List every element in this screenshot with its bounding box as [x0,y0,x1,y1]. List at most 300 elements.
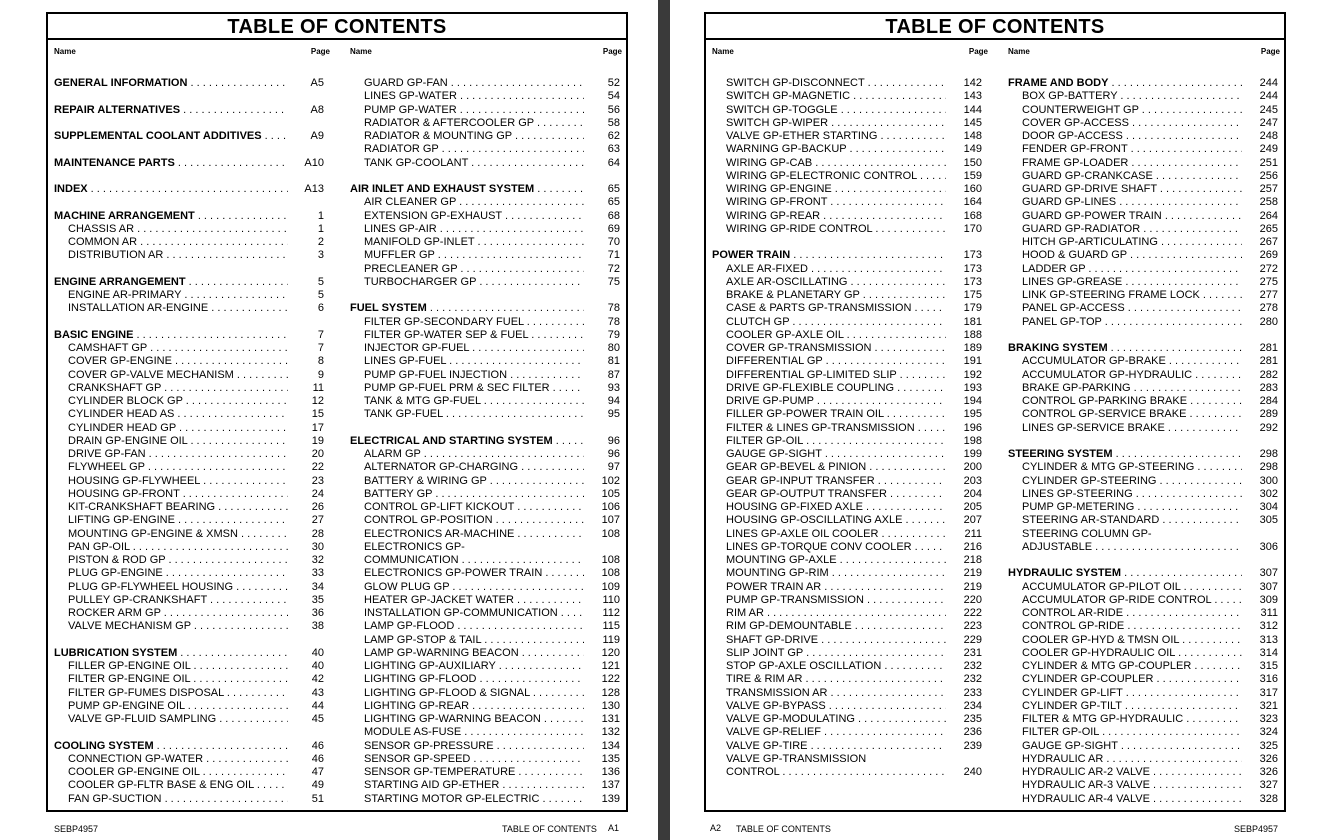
toc-section-heading[interactable] [712,249,982,262]
toc-entry[interactable] [712,263,982,276]
toc-entry[interactable] [350,793,620,806]
toc-entry-page: 232 [963,673,982,686]
toc-entry-name: FILTER & LINES GP-TRANSMISSION . . . [726,422,946,435]
toc-entry[interactable] [350,581,620,594]
toc-entry[interactable] [350,77,620,90]
toc-entry[interactable] [712,408,982,421]
toc-entry[interactable] [350,594,620,607]
toc-entry[interactable] [1008,634,1278,647]
toc-entry[interactable] [54,236,324,249]
toc-entry-page: 150 [963,156,982,169]
toc-entry[interactable] [54,355,324,368]
toc-entry-page: 314 [1259,646,1278,659]
toc-entry[interactable] [712,369,982,382]
toc-entry-page: 42 [311,673,324,686]
toc-entry[interactable] [54,581,324,594]
toc-entry-page: 12 [311,395,324,407]
toc-section-heading[interactable] [54,77,324,90]
toc-entry-name: COOLER GP-HYD & TMSN OIL . . . [1022,634,1242,647]
toc-entry-page: 316 [1259,673,1278,686]
toc-entry[interactable] [350,395,620,408]
toc-entry[interactable] [1008,779,1278,792]
toc-section-heading[interactable] [54,104,324,117]
toc-entry[interactable] [1008,170,1278,183]
toc-entry-name: COOLER GP-FLTR BASE & ENG OIL . . . [68,779,288,792]
toc-entry[interactable] [350,475,620,488]
toc-entry-page: 20 [311,448,324,460]
toc-entry[interactable] [712,687,982,700]
toc-entry[interactable] [350,726,620,739]
toc-entry[interactable] [712,647,982,660]
toc-entry[interactable] [712,382,982,395]
toc-entry[interactable] [54,607,324,620]
toc-entry-name: DRIVE GP-FAN . . . [68,448,288,461]
toc-entry-name: RIM GP-DEMOUNTABLE . . . [726,620,946,633]
name-header: Name [1008,47,1030,56]
toc-entry[interactable] [712,514,982,527]
toc-entry-name: GEAR GP-OUTPUT TRANSFER . . . [726,488,946,501]
toc-entry[interactable] [350,673,620,686]
toc-entry[interactable] [1008,223,1278,236]
toc-entry[interactable] [54,514,324,527]
toc-entry[interactable] [350,528,620,541]
toc-entry[interactable] [350,157,620,170]
toc-entry-page: 193 [963,381,982,394]
toc-entry-name: ACCUMULATOR GP-BRAKE . . . [1022,355,1242,368]
toc-entry[interactable] [350,90,620,103]
toc-entry-name: FILTER GP-SECONDARY FUEL . . . [364,316,584,329]
toc-entry[interactable] [712,316,982,329]
toc-entry[interactable] [1008,581,1278,594]
toc-entry-page: 251 [1259,156,1278,169]
toc-entry-page: 51 [311,792,324,805]
toc-entry-name: GLOW PLUG GP . . . [364,581,584,594]
toc-entry[interactable] [54,302,324,315]
toc-entry[interactable] [54,501,324,514]
toc-entry-name: SENSOR GP-SPEED . . . [364,753,584,766]
toc-entry[interactable] [1008,130,1278,143]
toc-entry-name: CYLINDER GP-COUPLER . . . [1022,673,1242,686]
toc-entry[interactable] [54,369,324,382]
toc-entry-name: CYLINDER HEAD GP . . . [68,422,288,435]
toc-entry[interactable] [712,541,982,554]
toc-section-heading[interactable] [350,183,620,196]
toc-entry[interactable] [54,408,324,421]
toc-entry[interactable] [712,117,982,130]
toc-entry[interactable] [712,276,982,289]
toc-entry[interactable] [712,713,982,726]
toc-entry[interactable] [712,501,982,514]
toc-entry[interactable] [1008,620,1278,633]
toc-entry[interactable] [350,263,620,276]
toc-entry[interactable] [1008,766,1278,779]
toc-entry[interactable] [54,779,324,792]
toc-entry[interactable] [54,342,324,355]
toc-entry[interactable] [1008,369,1278,382]
toc-entry[interactable] [1008,408,1278,421]
toc-entry[interactable] [1008,395,1278,408]
toc-entry[interactable] [712,170,982,183]
toc-entry-name: VALVE GP-ETHER STARTING . . . [726,130,946,143]
toc-entry[interactable] [712,435,982,448]
toc-entry-page: 307 [1259,580,1278,593]
toc-entry[interactable] [54,766,324,779]
toc-entry[interactable] [712,581,982,594]
toc-entry[interactable] [350,501,620,514]
toc-entry[interactable] [350,196,620,209]
toc-entry[interactable] [54,223,324,236]
toc-entry-name: HOOD & GUARD GP . . . [1022,249,1242,262]
toc-section-heading[interactable] [350,302,620,315]
toc-entry[interactable] [1008,475,1278,488]
toc-entry[interactable] [350,753,620,766]
toc-entry-page: 218 [963,554,982,566]
toc-entry[interactable] [1008,700,1278,713]
toc-entry[interactable] [1008,210,1278,223]
toc-entry[interactable] [712,355,982,368]
toc-entry[interactable] [712,594,982,607]
toc-entry[interactable] [350,276,620,289]
toc-entry[interactable] [1008,594,1278,607]
toc-entry[interactable] [350,713,620,726]
toc-entry[interactable] [350,620,620,633]
toc-entry[interactable] [54,475,324,488]
toc-entry-name: WIRING GP-CAB . . . [726,157,946,170]
toc-entry-page: 64 [607,156,620,169]
toc-entry[interactable] [712,554,982,567]
footer-doc-number: SEBP4957 [1234,824,1279,834]
toc-entry[interactable] [1008,713,1278,726]
toc-entry[interactable] [712,766,982,779]
toc-section-heading[interactable] [54,740,324,753]
toc-entry[interactable] [350,766,620,779]
toc-entry[interactable] [1008,355,1278,368]
toc-entry-page: A9 [310,130,324,142]
toc-entry-name: GEAR GP-BEVEL & PINION . . . [726,461,946,474]
toc-entry[interactable] [54,620,324,633]
toc-entry[interactable] [350,740,620,753]
toc-entry-name: GEAR GP-INPUT TRANSFER . . . [726,475,946,488]
toc-entry[interactable] [1008,541,1278,554]
toc-entry[interactable] [1008,183,1278,196]
toc-entry-page: 323 [1259,713,1278,725]
toc-entry-page: 9 [317,368,324,381]
toc-entry[interactable] [54,554,324,567]
toc-entry[interactable] [54,249,324,262]
toc-entry[interactable] [350,342,620,355]
toc-section-heading[interactable] [1008,448,1278,461]
toc-entry-page: 247 [1259,116,1278,129]
toc-entry-page: 235 [963,713,982,725]
toc-entry[interactable] [350,514,620,527]
toc-entry[interactable] [712,289,982,302]
toc-entry[interactable] [712,488,982,501]
toc-entry-name: VALVE GP-FLUID SAMPLING . . . [68,713,288,726]
toc-entry-page: 35 [311,593,324,606]
toc-entry-page: 219 [963,580,982,593]
toc-entry-page: 70 [607,236,620,248]
toc-entry[interactable] [350,541,620,554]
toc-entry-name: COOLING SYSTEM . . . [54,740,288,753]
toc-entry[interactable] [1008,316,1278,329]
toc-entry-page: 159 [963,169,982,182]
toc-entry[interactable] [350,567,620,580]
toc-entry[interactable] [1008,740,1278,753]
toc-entry[interactable] [54,700,324,713]
toc-entry-name: COVER GP-TRANSMISSION . . . [726,342,946,355]
toc-entry[interactable] [54,567,324,580]
toc-entry[interactable] [1008,647,1278,660]
toc-entry[interactable] [1008,90,1278,103]
toc-entry[interactable] [712,620,982,633]
toc-entry-page: 179 [963,302,982,315]
toc-entry-name: MACHINE ARRANGEMENT . . . [54,210,288,223]
toc-entry-name: CYLINDER & MTG GP-COUPLER . . . [1022,660,1242,673]
toc-entry[interactable] [712,726,982,739]
toc-entry-name: WIRING GP-ENGINE . . . [726,183,946,196]
column-header [54,47,330,57]
toc-entry[interactable] [1008,673,1278,686]
toc-entry[interactable] [1008,422,1278,435]
toc-entry[interactable] [350,408,620,421]
toc-entry[interactable] [712,461,982,474]
toc-entry[interactable] [350,607,620,620]
toc-entry[interactable] [712,607,982,620]
toc-entry[interactable] [350,700,620,713]
toc-entry[interactable] [54,422,324,435]
page-gutter [658,0,670,840]
toc-entry[interactable] [712,475,982,488]
toc-entry[interactable] [350,223,620,236]
toc-entry[interactable] [712,223,982,236]
toc-entry[interactable] [712,448,982,461]
toc-entry[interactable] [54,289,324,302]
toc-entry-name: WIRING GP-ELECTRONIC CONTROL . . . [726,170,946,183]
toc-entry-name: PUMP GP-WATER . . . [364,104,584,117]
toc-entry-page: A13 [304,183,324,195]
toc-entry[interactable] [1008,117,1278,130]
toc-entry-name: MAINTENANCE PARTS . . . [54,157,288,170]
name-header: Name [350,47,372,56]
toc-entry-name: CONTROL GP-LIFT KICKOUT . . . [364,501,584,514]
toc-entry[interactable] [712,673,982,686]
toc-entry[interactable] [54,687,324,700]
toc-section-heading[interactable] [1008,567,1278,580]
toc-entry[interactable] [350,634,620,647]
toc-section-heading[interactable] [1008,77,1278,90]
toc-entry[interactable] [54,528,324,541]
toc-section-heading[interactable] [1008,342,1278,355]
toc-entry[interactable] [712,528,982,541]
toc-entry-name: ACCUMULATOR GP-RIDE CONTROL . . . [1022,594,1242,607]
toc-entry-page: 307 [1259,567,1278,580]
toc-entry[interactable] [1008,289,1278,302]
toc-entry[interactable] [1008,501,1278,514]
toc-entry-name: HITCH GP-ARTICULATING . . . [1022,236,1242,249]
toc-entry[interactable] [350,316,620,329]
toc-entry[interactable] [1008,263,1278,276]
toc-entry[interactable] [350,130,620,143]
toc-entry-page: 62 [607,130,620,142]
toc-entry-page: 328 [1259,792,1278,805]
toc-entry[interactable] [712,210,982,223]
toc-entry-page: 216 [963,540,982,553]
toc-section-heading[interactable] [54,183,324,196]
toc-entry[interactable] [1008,726,1278,739]
toc-entry[interactable] [1008,249,1278,262]
toc-section-heading[interactable] [54,647,324,660]
toc-entry[interactable] [712,634,982,647]
toc-entry-name: ENGINE ARRANGEMENT . . . [54,276,288,289]
toc-entry-page: 5 [317,275,324,288]
toc-entry[interactable] [1008,793,1278,806]
toc-entry[interactable] [350,647,620,660]
toc-entry[interactable] [1008,753,1278,766]
toc-entry[interactable] [1008,687,1278,700]
toc-entry[interactable] [54,673,324,686]
toc-entry[interactable] [54,435,324,448]
toc-entry[interactable] [1008,607,1278,620]
toc-entry-name: SENSOR GP-TEMPERATURE . . . [364,766,584,779]
toc-entry[interactable] [350,382,620,395]
toc-entry-name: INDEX . . . [54,183,288,196]
toc-section-heading[interactable] [350,435,620,448]
toc-entry[interactable] [712,567,982,580]
toc-entry[interactable] [712,395,982,408]
toc-entry[interactable] [1008,157,1278,170]
toc-entry-page: 248 [1259,130,1278,142]
toc-entry[interactable] [712,329,982,342]
toc-entry-page: 173 [963,262,982,275]
toc-entry[interactable] [54,713,324,726]
toc-entry[interactable] [1008,302,1278,315]
toc-entry-name: LINES GP-SERVICE BRAKE . . . [1022,422,1242,435]
toc-entry[interactable] [712,342,982,355]
toc-entry[interactable] [54,541,324,554]
toc-entry[interactable] [1008,461,1278,474]
toc-entry[interactable] [54,382,324,395]
toc-entry[interactable] [350,210,620,223]
toc-entry[interactable] [1008,528,1278,541]
toc-entry[interactable] [54,660,324,673]
toc-entry[interactable] [712,740,982,753]
toc-entry[interactable] [712,196,982,209]
toc-entry[interactable] [54,395,324,408]
toc-entry[interactable] [54,448,324,461]
toc-entry-page: 78 [607,302,620,315]
toc-entry[interactable] [712,104,982,117]
toc-entry[interactable] [712,660,982,673]
toc-entry[interactable] [350,461,620,474]
toc-entry[interactable] [712,183,982,196]
toc-entry-name: WIRING GP-RIDE CONTROL . . . [726,223,946,236]
toc-entry-name: SUPPLEMENTAL COOLANT ADDITIVES . . . [54,130,288,143]
toc-entry[interactable] [712,90,982,103]
toc-entry-name: CASE & PARTS GP-TRANSMISSION . . . [726,302,946,315]
toc-entry[interactable] [350,143,620,156]
toc-entry[interactable] [54,753,324,766]
toc-entry[interactable] [54,594,324,607]
toc-entry[interactable] [54,488,324,501]
toc-entry-name: CYLINDER BLOCK GP . . . [68,395,288,408]
toc-entry[interactable] [350,660,620,673]
toc-entry[interactable] [1008,660,1278,673]
toc-entry[interactable] [1008,382,1278,395]
toc-entry-page: 168 [963,209,982,222]
toc-entry[interactable] [712,130,982,143]
toc-entry-page: 269 [1259,249,1278,262]
toc-entry-page: 145 [963,116,982,129]
toc-entry-name: STEERING SYSTEM . . . [1008,448,1242,461]
toc-section-heading[interactable] [54,130,324,143]
toc-entry-name: FRAME GP-LOADER . . . [1022,157,1242,170]
toc-entry[interactable] [712,753,982,766]
toc-entry-name: INSTALLATION AR-ENGINE . . . [68,302,288,315]
toc-section-heading[interactable] [54,210,324,223]
toc-entry[interactable] [1008,514,1278,527]
toc-entry-name: WIRING GP-FRONT . . . [726,196,946,209]
toc-entry[interactable] [1008,143,1278,156]
toc-entry[interactable] [1008,196,1278,209]
toc-section-heading[interactable] [54,276,324,289]
toc-entry[interactable] [350,236,620,249]
toc-entry-name: COMMUNICATION . . . [364,554,584,567]
toc-entry[interactable] [350,779,620,792]
toc-entry-page: 264 [1259,209,1278,222]
toc-entry-page: 108 [601,567,620,580]
toc-entry-page: 11 [312,381,324,394]
toc-entry[interactable] [1008,104,1278,117]
toc-entry[interactable] [350,117,620,130]
toc-entry[interactable] [1008,236,1278,249]
toc-entry[interactable] [1008,488,1278,501]
toc-entry-page: 128 [601,686,620,699]
toc-section-heading[interactable] [54,157,324,170]
toc-entry[interactable] [350,249,620,262]
toc-entry[interactable] [54,461,324,474]
toc-entry[interactable] [712,143,982,156]
toc-frame [704,12,1286,812]
toc-entry-page: 164 [963,196,982,209]
toc-entry[interactable] [350,329,620,342]
toc-section-heading[interactable] [54,329,324,342]
toc-entry[interactable] [712,700,982,713]
toc-entry-page: 142 [963,77,982,89]
toc-entry-page: 119 [602,633,620,646]
toc-entry-page: 78 [607,315,620,328]
toc-entry-page: 309 [1259,593,1278,606]
toc-entry-name: ELECTRONICS GP- [364,540,465,553]
toc-entry[interactable] [1008,276,1278,289]
toc-entry[interactable] [54,793,324,806]
toc-entry[interactable] [350,104,620,117]
toc-entry[interactable] [350,554,620,567]
toc-entry[interactable] [712,77,982,90]
toc-entry-page: 188 [963,328,982,341]
toc-entry[interactable] [350,687,620,700]
toc-entry[interactable] [712,422,982,435]
toc-entry[interactable] [350,355,620,368]
toc-entry[interactable] [350,488,620,501]
toc-entry-name: HOUSING GP-FRONT . . . [68,488,288,501]
toc-entry[interactable] [350,448,620,461]
toc-entry[interactable] [712,302,982,315]
toc-entry[interactable] [350,369,620,382]
toc-entry-name: BASIC ENGINE . . . [54,329,288,342]
toc-entry[interactable] [712,157,982,170]
toc-entry-name: VALVE MECHANISM GP . . . [68,620,288,633]
toc-entry-name: HYDRAULIC AR-3 VALVE . . . [1022,779,1242,792]
